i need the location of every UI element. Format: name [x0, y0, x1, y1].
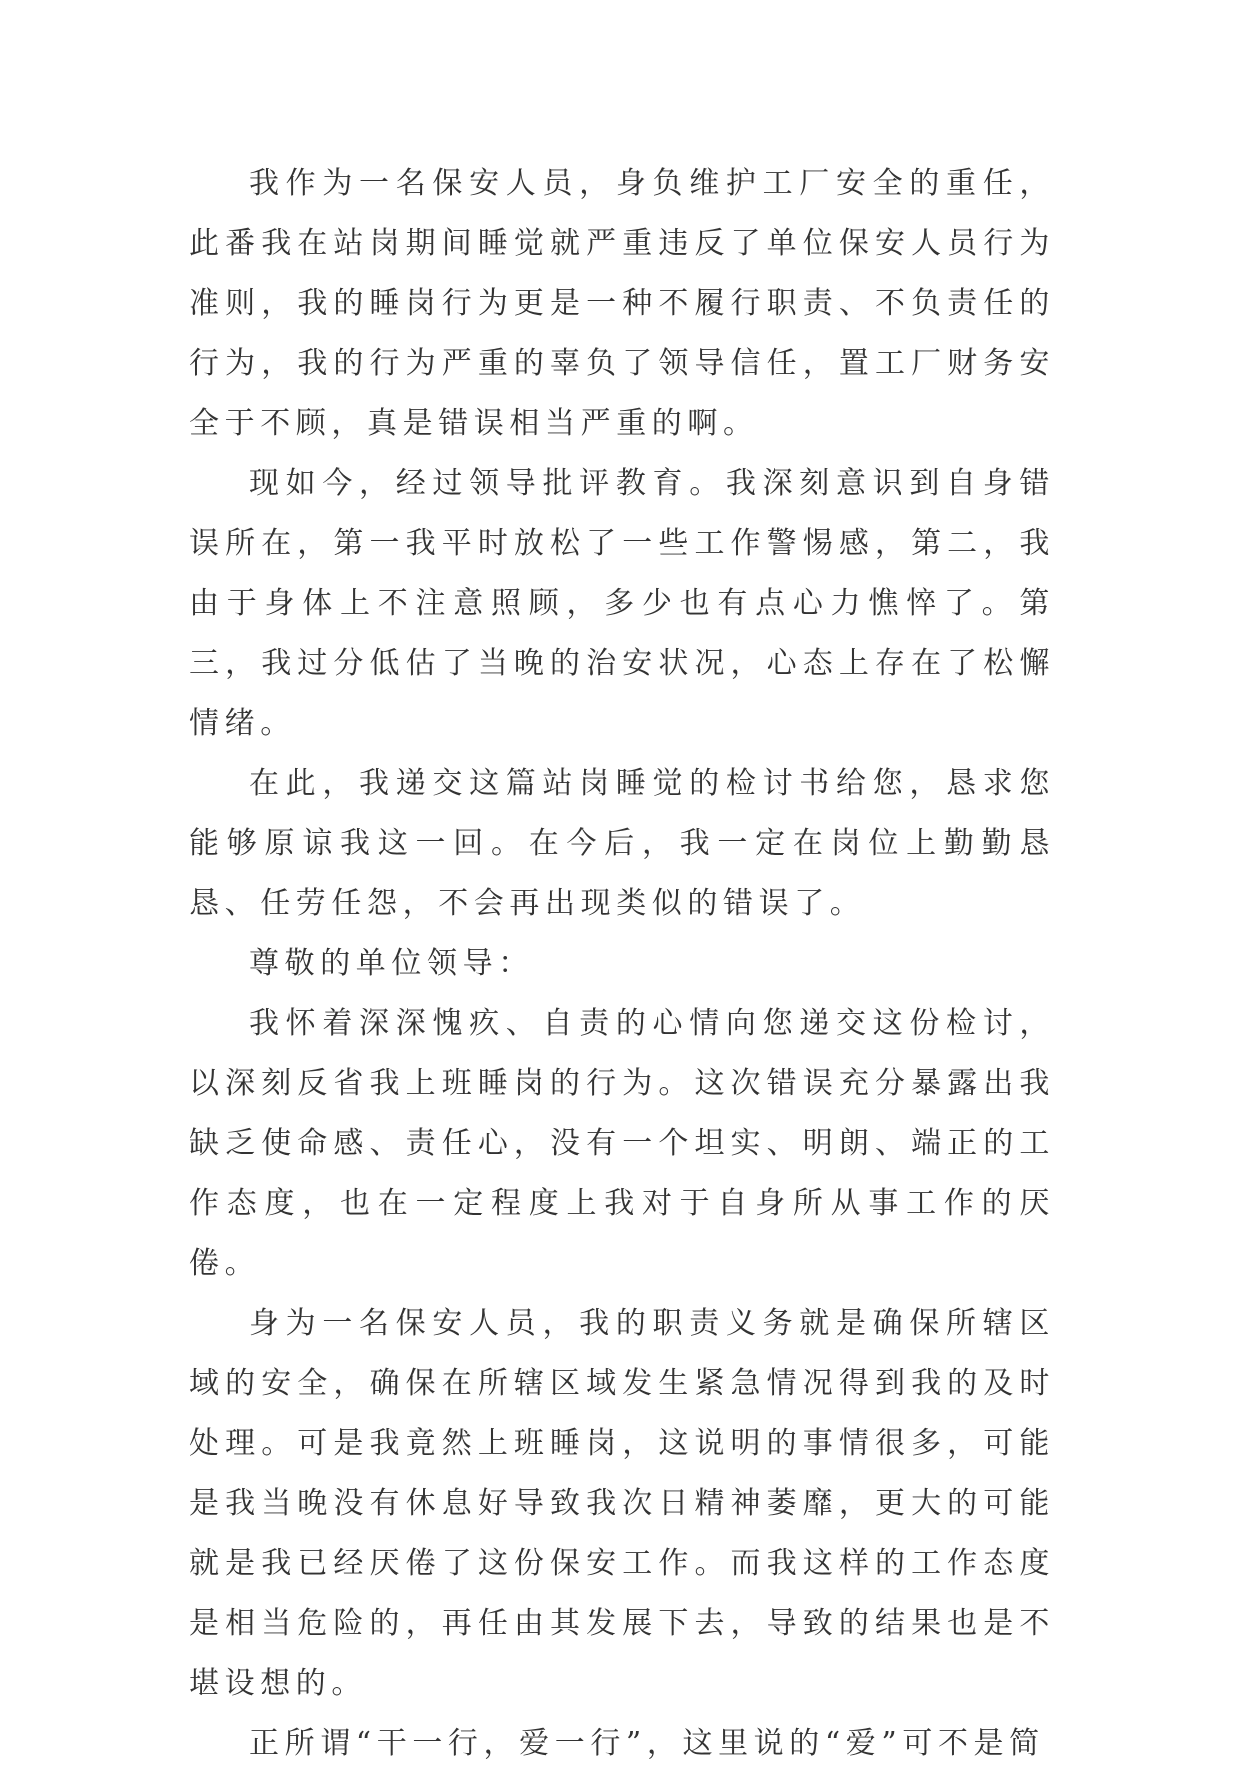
salutation: 尊敬的单位领导： — [249, 946, 534, 981]
paragraph-2: 现如今，经过领导批评教育。我深刻意识到自身错误所在，第一我平时放松了一些工作警惕感，第二，我由于身体上不注意照顾，多少也有点心力憔悴了。第三，我过分低估了当晚的治安状况，心态上存在了松懈情绪。 — [189, 466, 1055, 741]
paragraph-1: 我作为一名保安人员，身负维护工厂安全的重任，此番我在站岗期间睡觉就严重违反了单位保安人员行为准则，我的睡岗行为更是一种不履行职责、不负责任的行为，我的行为严重的辜负了领导信任，置工厂财务安全于不顾，真是错误相当严重的啊。 — [189, 166, 1055, 441]
paragraph-6: 正所谓“干一行，爱一行”，这里说的“爱”可不是简 — [249, 1726, 1045, 1761]
paragraph-5: 身为一名保安人员，我的职责义务就是确保所辖区域的安全，确保在所辖区域发生紧急情况得到我的及时处理。可是我竟然上班睡岗，这说明的事情很多，可能是我当晚没有休息好导致我次日精神萎靡，更大的可能就是我已经厌倦了这份保安工作。而我这样的工作态度是相当危险的，再任由其发展下去，导致的结果也是不堪设想的。 — [189, 1306, 1055, 1701]
paragraph-3: 在此，我递交这篇站岗睡觉的检讨书给您，恳求您能够原谅我这一回。在今后，我一定在岗位上勤勤恳恳、任劳任怨，不会再出现类似的错误了。 — [189, 766, 1055, 921]
document-body — [189, 154, 1055, 1774]
paragraph-4: 我怀着深深愧疚、自责的心情向您递交这份检讨，以深刻反省我上班睡岗的行为。这次错误充分暴露出我缺乏使命感、责任心，没有一个坦实、明朗、端正的工作态度，也在一定程度上我对于自身所从事工作的厌倦。 — [189, 1006, 1055, 1281]
